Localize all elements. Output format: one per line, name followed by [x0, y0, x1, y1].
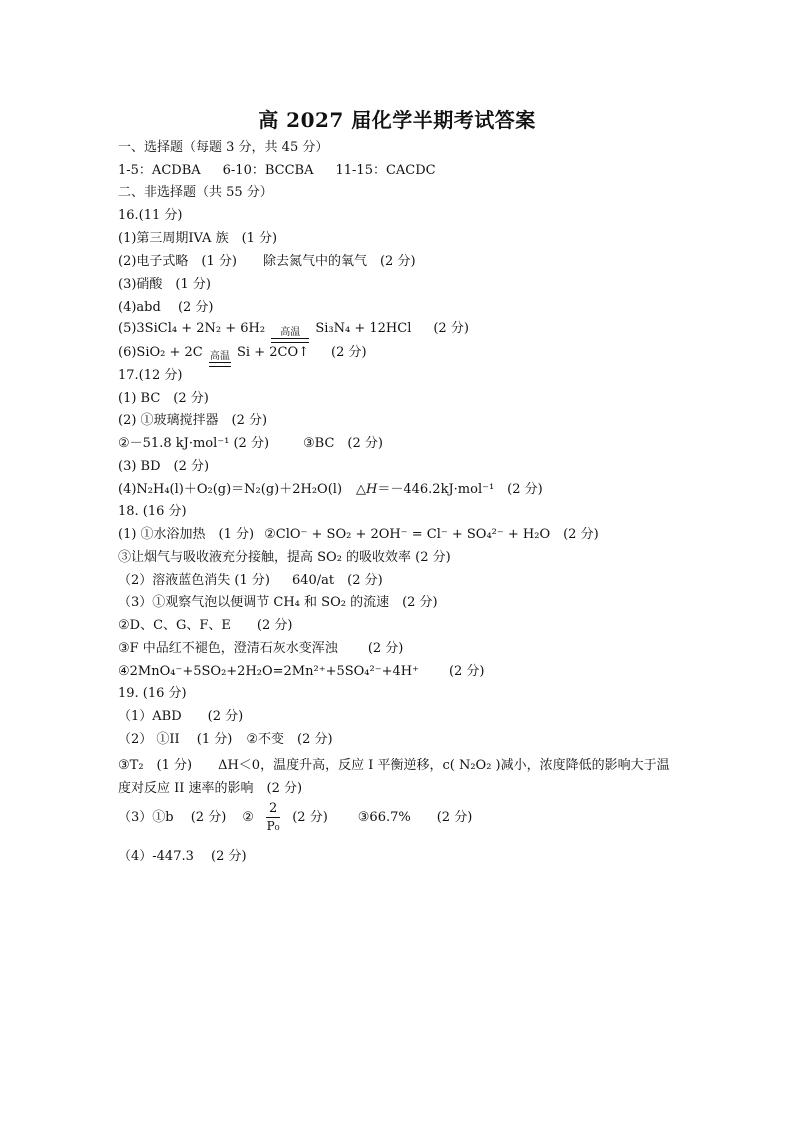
section-nonchoice-heading: 二、非选择题（共 55 分）: [118, 185, 273, 200]
double-line: [209, 362, 231, 367]
q19-1: （1）ABD (2 分): [118, 709, 244, 724]
q19-2b: ②不变 (2 分): [246, 732, 333, 747]
q18-heading: 18. (16 分): [118, 504, 187, 519]
q17-2: (2) ①玻璃搅拌器 (2 分): [118, 413, 268, 428]
answers-6-10: 6-10：BCCBA: [222, 163, 314, 178]
q18-6a: ③F 中品红不褪色，澄清石灰水变浑浊: [118, 641, 338, 656]
q16-6-products: Si + 2CO↑: [237, 345, 310, 360]
q16-3: (3)硝酸 (1 分): [118, 277, 211, 292]
q16-5-products: Si₃N₄ + 12HCl: [315, 321, 412, 336]
q18-3a: （2）溶液蓝色消失 (1 分): [118, 573, 270, 588]
q19-4b: ②: [242, 810, 254, 825]
q18-2: ③让烟气与吸收液充分接触，提高 SO₂ 的吸收效率 (2 分): [118, 550, 451, 565]
q16-5-score: (2 分): [433, 321, 469, 336]
answers-1-5: 1-5：ACDBA: [118, 163, 201, 178]
answers-11-15: 11-15：CACDC: [335, 163, 436, 178]
q17-heading: 17.(12 分): [118, 368, 183, 383]
q16-6-score: (2 分): [331, 345, 367, 360]
section-choice-heading: 一、选择题（每题 3 分，共 45 分）: [118, 140, 329, 155]
q18-1b: ②ClO⁻ + SO₂ + 2OH⁻ = Cl⁻ + SO₄²⁻ + H₂O (2 分): [264, 527, 599, 542]
q17-5-value: ＝－446.2kJ·mol⁻¹ (2 分): [377, 482, 543, 497]
q19-4a: （3）①b (2 分): [118, 810, 227, 825]
high-temp-condition: [209, 351, 231, 367]
q18-7a: ④2MnO₄⁻+5SO₂+2H₂O=2Mn²⁺+5SO₄²⁻+4H⁺: [118, 664, 419, 679]
q18-3b: 640/at (2 分): [291, 573, 383, 588]
choice-answers: [118, 163, 436, 179]
fraction-numerator: 2: [268, 801, 278, 816]
delta-symbol: △: [356, 482, 367, 497]
q17-5-equation: (4)N₂H₄(l)＋O₂(g)＝N₂(g)＋2H₂O(l): [118, 482, 343, 497]
q19-5: （4）-447.3 (2 分): [118, 849, 247, 864]
q16-1: (1)第三周期IVA 族 (1 分): [118, 231, 278, 246]
enthalpy-symbol: H: [366, 482, 378, 497]
condition-label: 高温: [209, 351, 230, 362]
q17-3b: ③BC (2 分): [303, 436, 383, 451]
q18-6b: (2 分): [367, 641, 404, 656]
q16-2b: 除去氮气中的氧气 (2 分): [262, 254, 416, 269]
q18-5: ②D、C、G、F、E (2 分): [118, 618, 293, 633]
q18-7b: (2 分): [448, 664, 485, 679]
q19-heading: 19. (16 分): [118, 686, 187, 701]
q17-1: (1) BC (2 分): [118, 391, 209, 406]
q19-4: [118, 798, 472, 838]
q16-6: [118, 338, 367, 368]
q17-5: [118, 482, 543, 498]
condition-label: 高温: [280, 327, 301, 338]
q16-6-reactants: (6)SiO₂ + 2C: [118, 345, 203, 360]
q18-1a: (1) ①水浴加热 (1 分): [118, 527, 255, 542]
page-title: 高 2027 届化学半期考试答案: [258, 108, 536, 132]
fraction-2-over-p0: [266, 801, 280, 834]
q16-5-reactants: (5)3SiCl₄ + 2N₂ + 6H₂: [118, 321, 266, 336]
q17-3a: ②－51.8 kJ·mol⁻¹ (2 分): [118, 436, 270, 451]
q19-4d: ③66.7% (2 分): [357, 810, 473, 825]
fraction-denominator: P₀: [266, 819, 280, 833]
q18-3: [118, 573, 383, 589]
q16-heading: 16.(11 分): [118, 208, 183, 223]
q19-3: ③T₂ (1 分) ΔH＜0，温度升高，反应 I 平衡逆移，c( N₂O₂ )减小，浓度降低的影响大于温度对反应 II 速率的影响 (2 分): [118, 758, 670, 796]
q16-2: [118, 254, 416, 270]
q16-4: (4)abd (2 分): [118, 300, 214, 315]
q18-4: （3）①观察气泡以便调节 CH₄ 和 SO₂ 的流速 (2 分): [118, 595, 438, 610]
q18-7: [118, 664, 485, 680]
q19-2a: （2） ①II (1 分): [118, 732, 233, 747]
q19-4c: (2 分): [292, 810, 328, 825]
q17-4: (3) BD (2 分): [118, 459, 210, 474]
q16-2a: (2)电子式略 (1 分): [118, 254, 237, 269]
q19-2: [118, 732, 333, 748]
q17-3: [118, 436, 383, 452]
q18-6: [118, 641, 403, 657]
q18-1: [118, 527, 599, 543]
